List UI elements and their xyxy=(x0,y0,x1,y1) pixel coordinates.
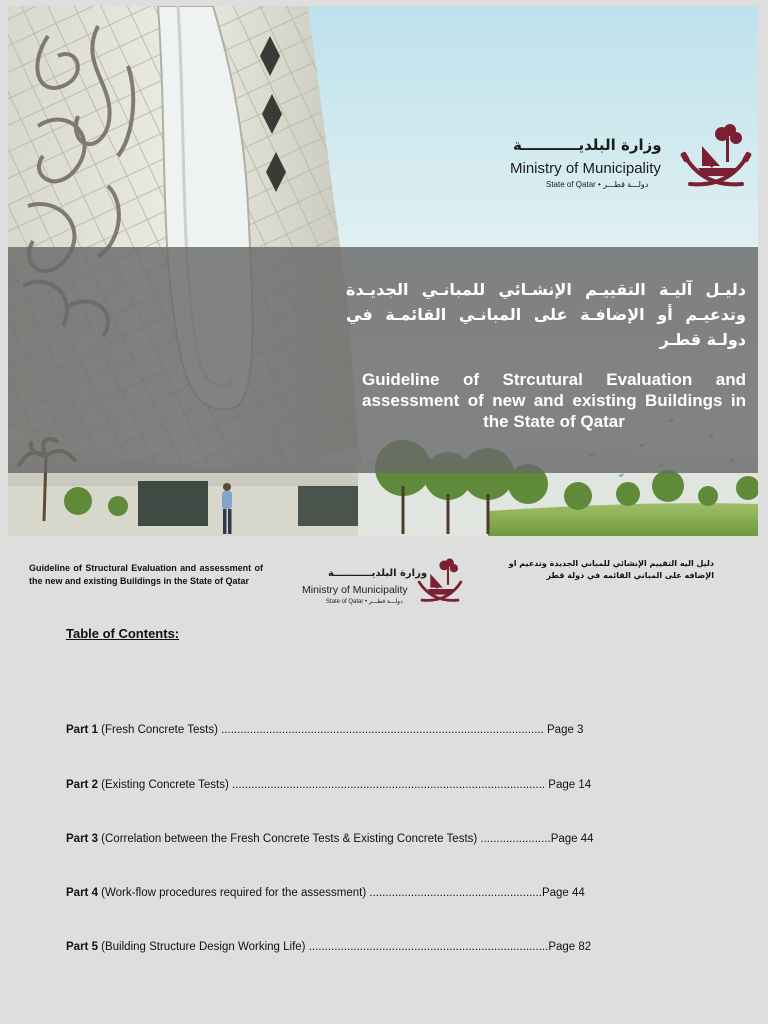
toc-part-label: Part 4 xyxy=(66,887,98,899)
cover-ministry-logo xyxy=(508,116,753,196)
logo-arabic-name: وزارة البلديـــــــــــة xyxy=(513,136,662,154)
cover-page xyxy=(8,6,758,536)
header-logo-sub-sep: • xyxy=(365,599,368,605)
toc-title: Table of Contents: xyxy=(66,626,180,641)
toc-part-description: (Work-flow procedures required for the assessment) xyxy=(97,887,370,899)
toc-item-part-4[interactable] xyxy=(66,887,585,899)
toc-page-number: Page 44 xyxy=(541,887,585,899)
toc-part-label: Part 2 xyxy=(66,779,98,791)
toc-leader-dots: ...................... xyxy=(480,833,551,845)
header-logo-subtitle xyxy=(326,598,403,605)
logo-subtitle xyxy=(546,180,648,189)
toc-part-label: Part 5 xyxy=(66,941,98,953)
logo-sub-ar: دولـــة قطـــر xyxy=(603,180,649,189)
toc-part-label: Part 3 xyxy=(66,833,98,845)
toc-part-description: (Correlation between the Fresh Concrete Tests & Existing Concrete Tests) xyxy=(97,833,481,845)
page-header-arabic: دليل اليه التقييم الإنشائي للمباني الجديدة وتدعيم او الإضافه على المباني القائمه في دولة قطر xyxy=(508,559,714,580)
header-logo-sub-en: State of Qatar xyxy=(326,599,364,605)
toc-page-number: Page 44 xyxy=(550,833,594,845)
toc-part-label: Part 1 xyxy=(66,724,98,736)
qatar-emblem-icon xyxy=(415,554,465,606)
toc-part-description: (Fresh Concrete Tests) xyxy=(97,724,222,736)
header-logo-english: Ministry of Municipality xyxy=(302,584,408,596)
toc-part-description: (Existing Concrete Tests) xyxy=(97,779,232,791)
qatar-emblem-icon xyxy=(680,118,752,192)
toc-leader-dots: ..................................................................................................... xyxy=(221,724,544,736)
toc-page-number: Page 14 xyxy=(545,779,592,791)
page-header-english: Guideline of Structural Evaluation and assessment of the new and existing Buildings in the State of Qatar xyxy=(29,563,263,586)
toc-item-part-5[interactable] xyxy=(66,941,591,953)
header-logo-arabic: وزارة البلديـــــــــــة xyxy=(328,568,428,579)
toc-part-description: (Building Structure Design Working Life) xyxy=(97,941,309,953)
logo-sub-sep: • xyxy=(598,180,601,189)
toc-item-part-1[interactable] xyxy=(66,724,583,736)
toc-leader-dots: .................................................................................................. xyxy=(231,779,546,791)
cover-title-banner xyxy=(8,247,758,473)
header-logo-sub-ar: دولـــة قطـــر xyxy=(368,599,403,605)
logo-english-name: Ministry of Municipality xyxy=(510,160,661,177)
toc-item-part-3[interactable] xyxy=(66,833,594,845)
toc-leader-dots: ........................................................................... xyxy=(308,941,549,953)
cover-title-arabic: دليـل آليـة التقييـم الإنشـائي للمبانـي الجديـدة وتدعيـم أو الإضافـة على المبانـي القائمـة في دولـة قطـر xyxy=(346,280,746,349)
toc-item-part-2[interactable] xyxy=(66,779,591,791)
header-ministry-logo xyxy=(300,554,470,610)
toc-page-number: Page 82 xyxy=(548,941,592,953)
logo-sub-en: State of Qatar xyxy=(546,180,596,189)
toc-page-number: Page 3 xyxy=(543,724,584,736)
toc-leader-dots: ...................................................... xyxy=(369,887,542,899)
cover-title-english: Guideline of Strcutural Evaluation and assessment of new and existing Buildings in the State of Qatar xyxy=(362,370,746,431)
